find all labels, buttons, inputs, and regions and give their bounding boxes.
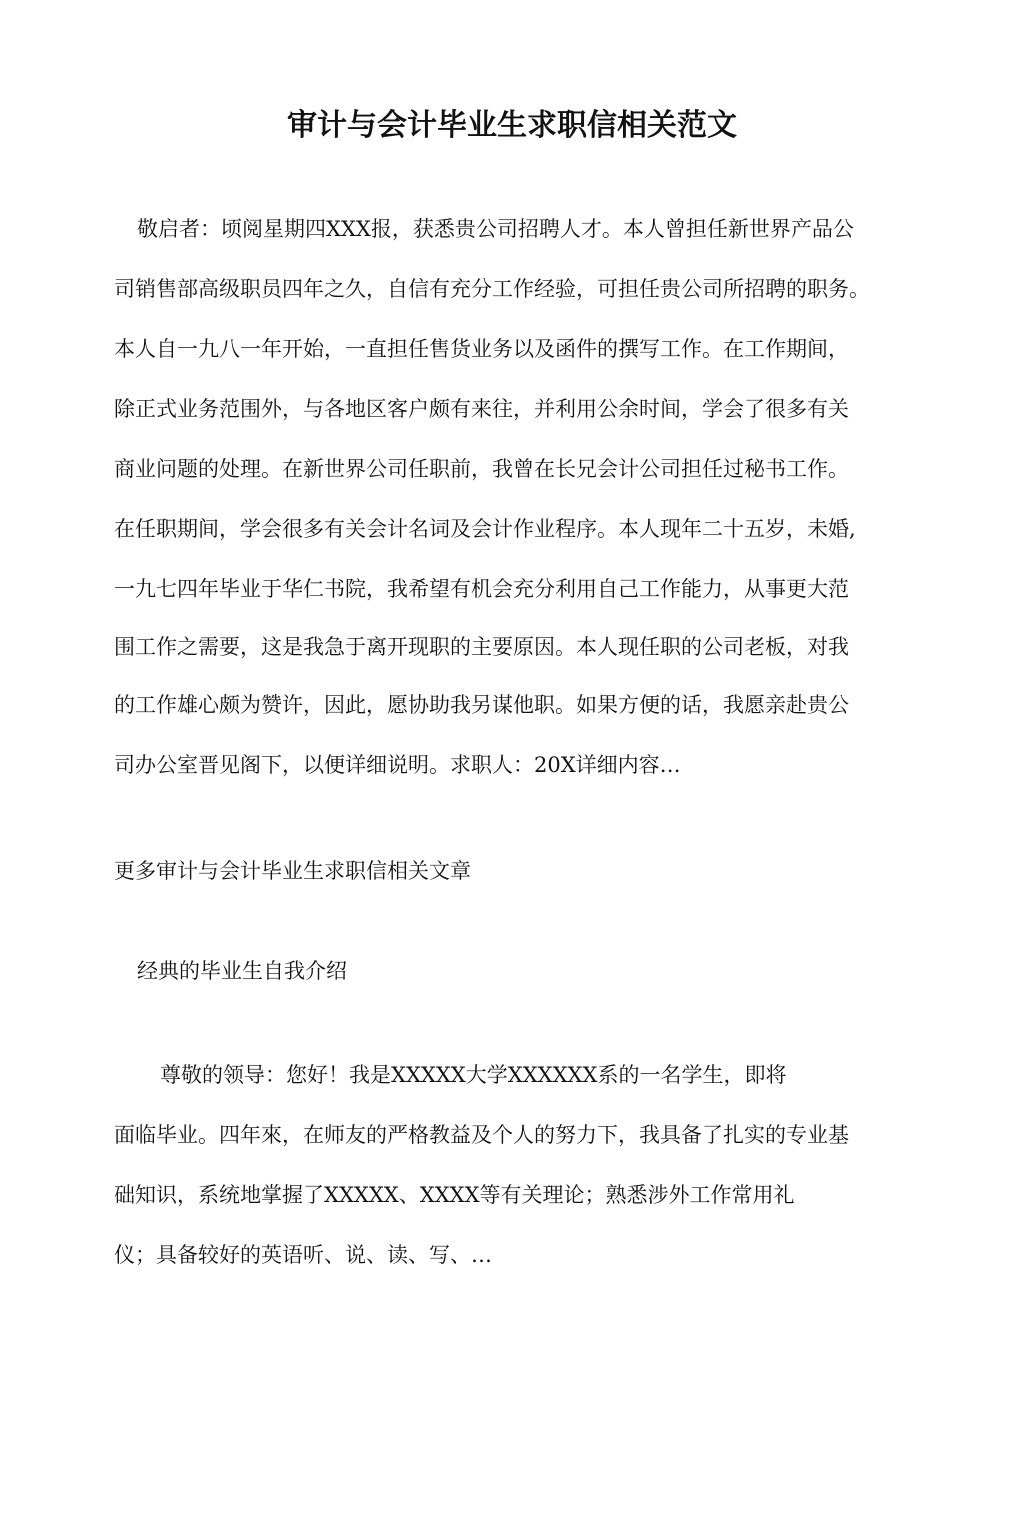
body-line-4: 除正式业务范围外，与各地区客户颇有来往，并利用公余时间，学会了很多有关 <box>114 397 849 421</box>
body-line-8: 围工作之需要，这是我急于离开现职的主要原因。本人现任职的公司老板，对我 <box>114 635 849 659</box>
body-line-7: 一九七四年毕业于华仁书院，我希望有机会充分利用自己工作能力，从事更大范 <box>114 577 849 601</box>
related-line-2: 面临毕业。四年來，在师友的严格教益及个人的努力下，我具备了扎实的专业基 <box>114 1123 849 1147</box>
related-line-4: 仪；具备较好的英语听、说、读、写、… <box>114 1243 492 1267</box>
related-article-title: 经典的毕业生自我介绍 <box>137 959 347 983</box>
related-line-3: 础知识，系统地掌握了XXXXX、XXXX等有关理论；熟悉涉外工作常用礼 <box>114 1183 795 1207</box>
body-line-10: 司办公室晋见阁下，以便详细说明。求职人：20X详细内容… <box>114 753 681 777</box>
body-line-1: 敬启者：顷阅星期四XXX报，获悉贵公司招聘人才。本人曾担任新世界产品公 <box>137 217 854 241</box>
body-line-9: 的工作雄心颇为赞许，因此，愿协助我另谋他职。如果方便的话，我愿亲赴贵公 <box>114 693 849 717</box>
related-line-1: 尊敬的领导：您好！我是XXXXX大学XXXXXX系的一名学生，即将 <box>160 1063 787 1087</box>
more-articles-heading: 更多审计与会计毕业生求职信相关文章 <box>114 859 471 883</box>
body-line-5: 商业问题的处理。在新世界公司任职前，我曾在长兄会计公司担任过秘书工作。 <box>114 457 849 481</box>
body-line-3: 本人自一九八一年开始，一直担任售货业务以及函件的撰写工作。在工作期间， <box>114 337 849 361</box>
document-title: 审计与会计毕业生求职信相关范文 <box>287 108 737 143</box>
body-line-6: 在任职期间，学会很多有关会计名词及会计作业程序。本人现年二十五岁，未婚, <box>114 517 856 541</box>
body-line-2: 司销售部高级职员四年之久，自信有充分工作经验，可担任贵公司所招聘的职务。 <box>114 277 870 301</box>
